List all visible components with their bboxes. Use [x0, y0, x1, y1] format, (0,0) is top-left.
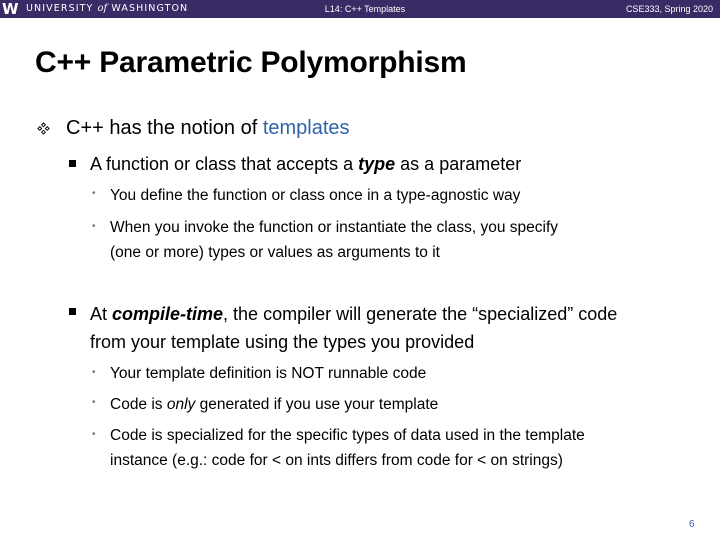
uw-logo [2, 0, 188, 18]
bullet-level3-2-continued: (one or more) types or values as arguments to it [110, 244, 440, 261]
bullet-level3-5: Code is specialized for the specific types of data used in the template [110, 427, 585, 444]
uw-w-icon: W [2, 0, 19, 18]
bullet-level3-4: Code is only generated if you use your template [110, 396, 439, 413]
dot-bullet-icon: • [92, 429, 96, 440]
lecture-title: L14: C++ Templates [324, 4, 406, 14]
header-bar [0, 0, 720, 18]
page-number: 6 [689, 519, 695, 530]
dot-bullet-icon: • [92, 188, 96, 199]
dot-bullet-icon: • [92, 367, 96, 378]
square-bullet-icon [69, 308, 76, 315]
bullet-level2-2-continued: from your template using the types you provided [90, 332, 475, 352]
square-bullet-icon [69, 160, 76, 167]
bullet-level3-5-continued: instance (e.g.: code for < on ints differs from code for < on strings) [110, 452, 563, 469]
bullet-level2-2: At compile-time, the compiler will generate the “specialized” code [90, 304, 618, 324]
diamond-four-point-icon [37, 122, 50, 135]
bullet-level3-2: When you invoke the function or instantiate the class, you specify [110, 219, 559, 236]
bullet-level2-1: A function or class that accepts a type as a parameter [90, 154, 522, 174]
templates-term: templates [262, 117, 350, 139]
bullet-level3-3: Your template definition is NOT runnable code [110, 365, 427, 382]
dot-bullet-icon: • [92, 221, 96, 232]
dot-bullet-icon: • [92, 397, 96, 408]
bullet-level1: C++ has the notion of templates [66, 117, 350, 139]
bullet-level3-1: You define the function or class once in a type-agnostic way [110, 187, 521, 204]
course-label: CSE333, Spring 2020 [625, 4, 713, 14]
slide-title: C++ Parametric Polymorphism [35, 46, 467, 79]
uw-wordmark: UNIVERSITY of WASHINGTON [26, 3, 189, 14]
